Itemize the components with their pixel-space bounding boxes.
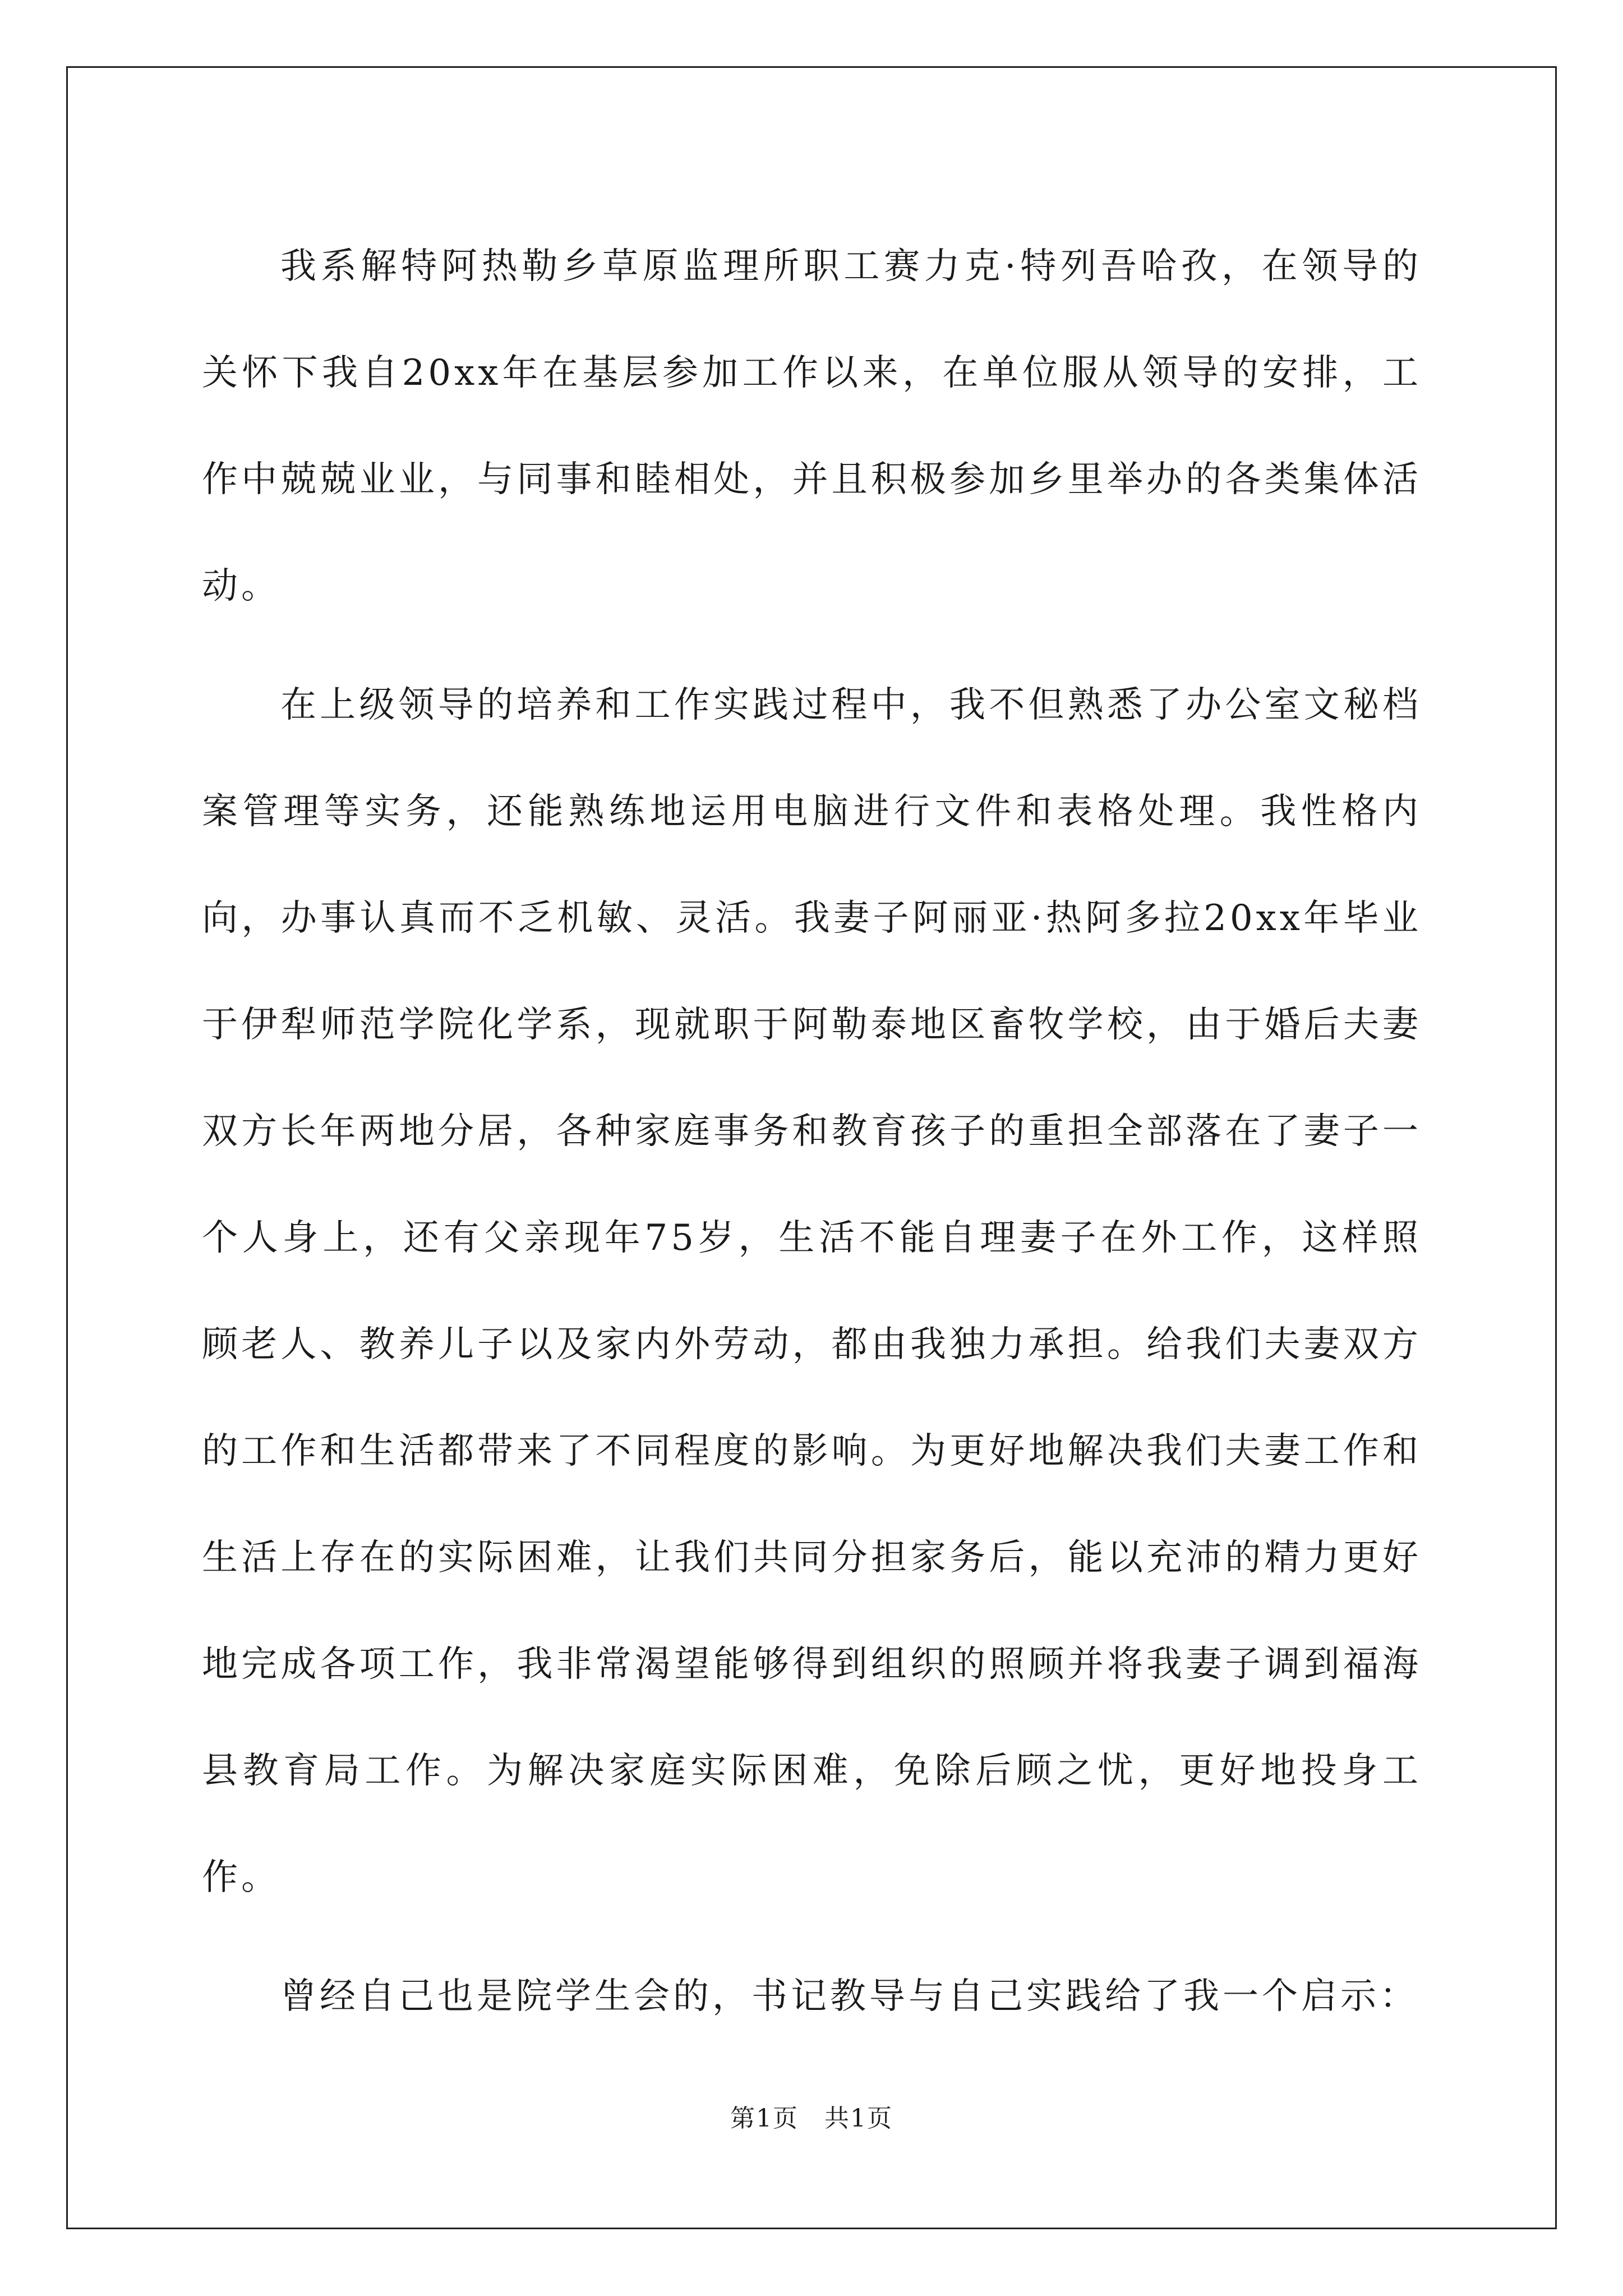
page-number-footer: 第1页 共1页 <box>730 2104 893 2133</box>
paragraph-3: 曾经自己也是院学生会的，书记教导与自己实践给了我一个启示： <box>280 1976 1419 2017</box>
document-body <box>202 213 1422 2062</box>
paragraph-2: 在上级领导的培养和工作实践过程中，我不但熟悉了办公室文秘档案管理等实务，还能熟练地运用电脑进行文件和表格处理。我性格内向，办事认真而不乏机敏、灵活。我妻子阿丽亚·热阿多拉20xx年毕业于伊犁师范学院化学系，现就职于阿勒泰地区畜牧学校，由于婚后夫妻双方长年两地分居，各种家庭事务和教育孩子的重担全部落在了妻子一个人身上，还有父亲现年75岁，生活不能自理妻子在外工作，这样照顾老人、教养儿子以及家内外劳动，都由我独力承担。给我们夫妻双方的工作和生活都带来了不同程度的影响。为更好地解决我们夫妻工作和生活上存在的实际困难，让我们共同分担家务后，能以充沛的精力更好地完成各项工作，我非常渴望能够得到组织的照顾并将我妻子调到福海县教育局工作。为解决家庭实际困难，免除后顾之忧，更好地投身工作。 <box>202 684 1422 1898</box>
paragraph-1: 我系解特阿热勒乡草原监理所职工赛力克·特列吾哈孜，在领导的关怀下我自20xx年在基层参加工作以来，在单位服从领导的安排，工作中兢兢业业，与同事和睦相处，并且积极参加乡里举办的各类集体活动。 <box>202 246 1422 607</box>
